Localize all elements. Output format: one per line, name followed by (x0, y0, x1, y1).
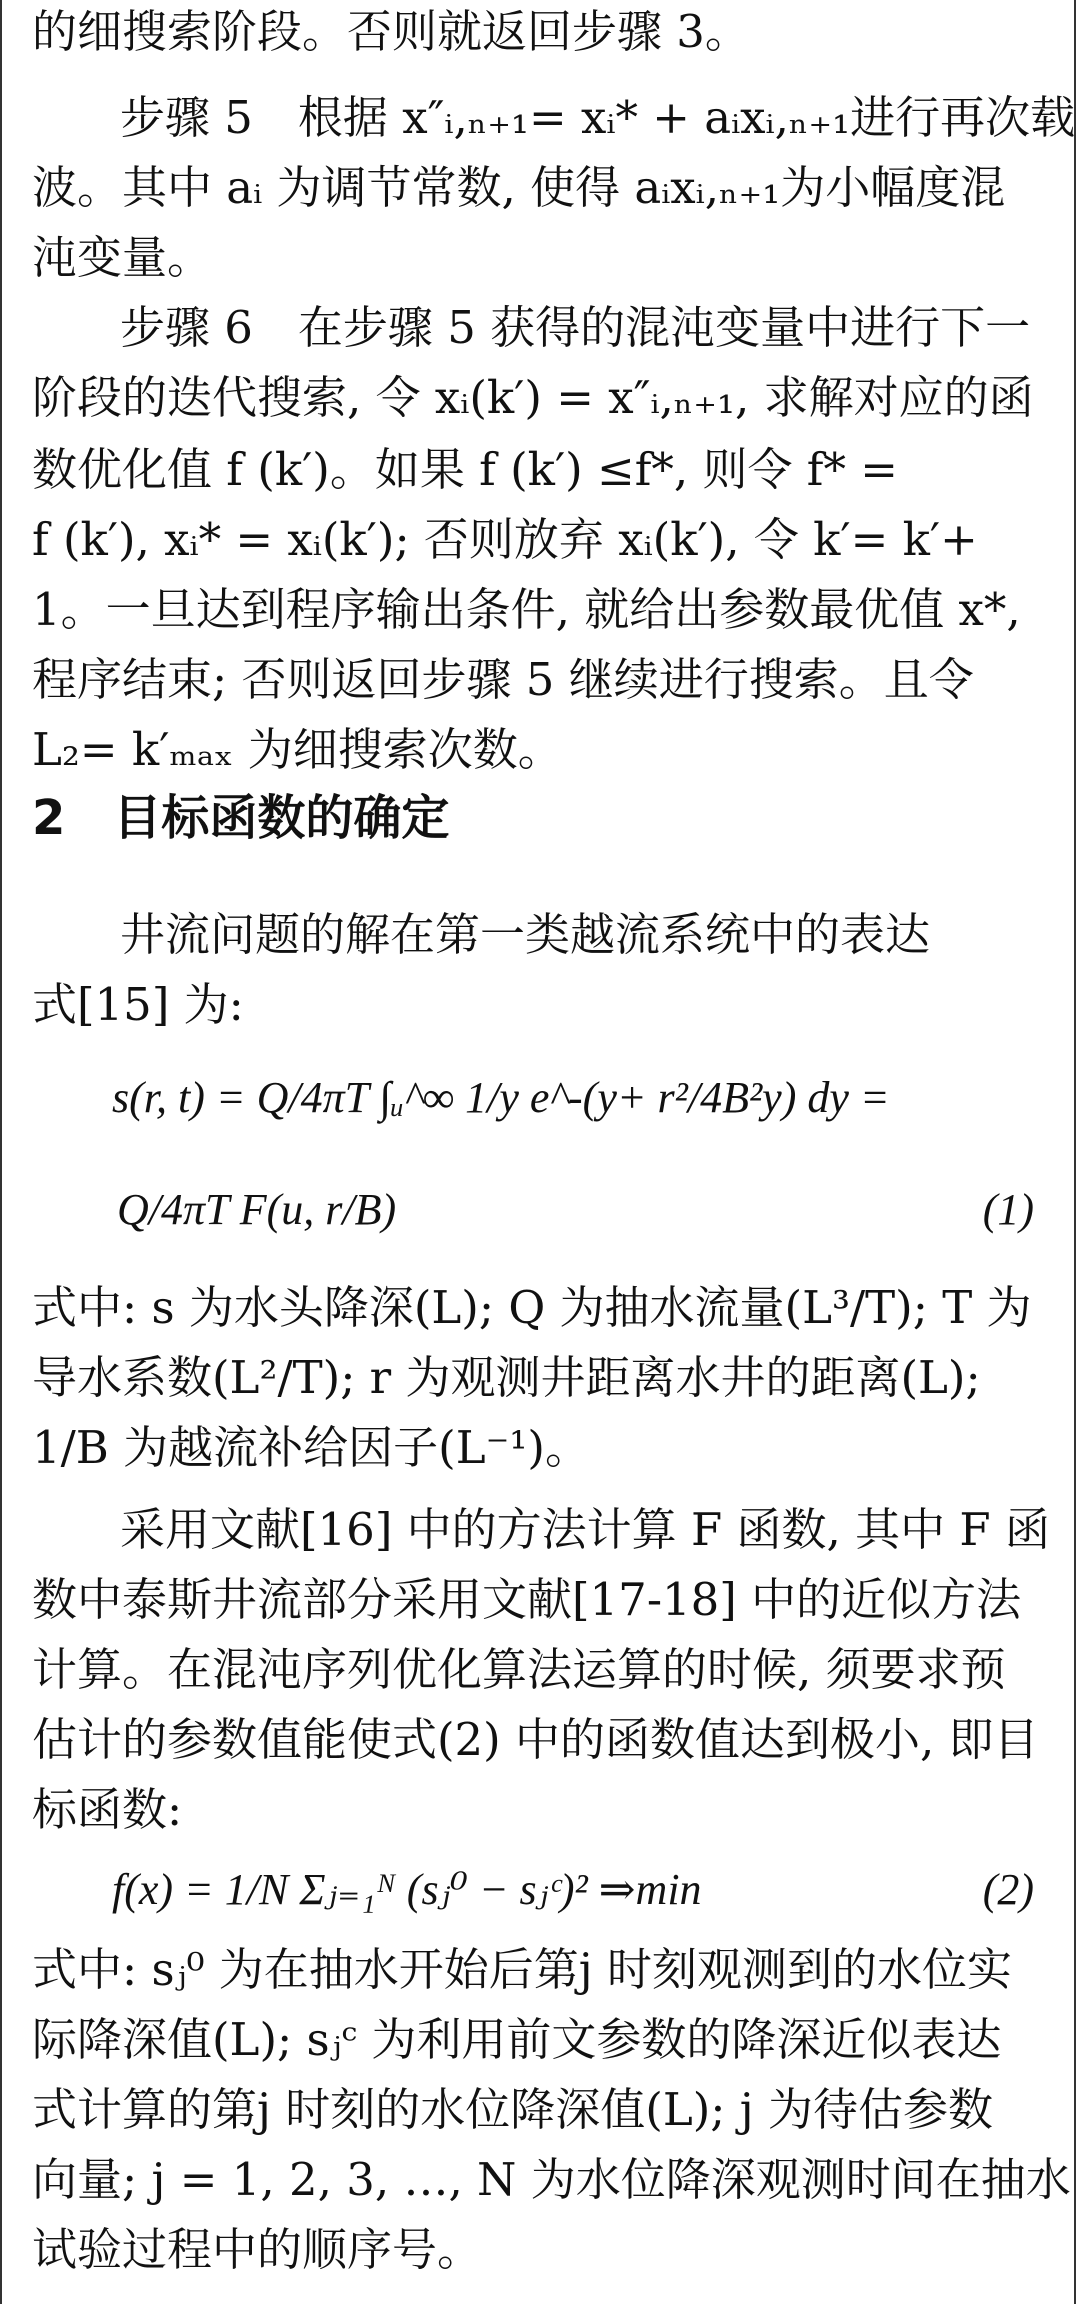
text-line-15: 导水系数(L²/T); r 为观测井距离水井的距离(L); (32, 1351, 981, 1404)
text-line-20: 估计的参数值能使式(2) 中的函数值达到极小, 即目 (32, 1713, 1039, 1766)
text-line-11: L₂= k′ₘₐₓ 为细搜索次数。 (32, 723, 563, 776)
equation-1-line-b: Q/4πT F(u, r/B) (117, 1185, 397, 1234)
text-line-4: 沌变量。 (32, 231, 213, 284)
text-line-14: 式中: s 为水头降深(L); Q 为抽水流量(L³/T); T 为 (32, 1281, 1032, 1334)
text-line-10: 程序结束; 否则返回步骤 5 继续进行搜索。且令 (32, 653, 974, 706)
text-line-23: 际降深值(L); sⱼᶜ 为利用前文参数的降深近似表达 (32, 2013, 1002, 2066)
text-line-17: 采用文献[16] 中的方法计算 F 函数, 其中 F 函 (120, 1503, 1050, 1556)
equation-1-number: (1) (982, 1185, 1034, 1234)
text-line-13: 式[15] 为: (32, 978, 244, 1031)
text-line-7: 数优化值 f (k′)。如果 f (k′) ≤f*, 则令 f* = (32, 443, 898, 496)
equation-1-line-a: s(r, t) = Q/4πT ∫ᵤ^∞ 1/y e^-(y+ r²/4B²y) dy = (112, 1073, 890, 1122)
equation-2-number: (2) (982, 1865, 1034, 1914)
text-line-3: 波。其中 aᵢ 为调节常数, 使得 aᵢxᵢ,ₙ₊₁为小幅度混 (32, 161, 1006, 214)
text-line-2: 步骤 5 根据 x″ᵢ,ₙ₊₁= xᵢ* + aᵢxᵢ,ₙ₊₁进行再次载 (120, 91, 1076, 144)
text-line-8: f (k′), xᵢ* = xᵢ(k′); 否则放弃 xᵢ(k′), 令 k′= k′+ (32, 513, 978, 566)
equation-2: f(x) = 1/N Σⱼ₌₁ᴺ (sⱼ⁰ − sⱼᶜ)² ⇒min (112, 1865, 702, 1914)
text-line-21: 标函数: (32, 1783, 183, 1836)
text-line-5: 步骤 6 在步骤 5 获得的混沌变量中进行下一 (120, 301, 1031, 354)
text-line-12: 井流问题的解在第一类越流系统中的表达 (120, 908, 931, 961)
text-line-16: 1/B 为越流补给因子(L⁻¹)。 (32, 1421, 590, 1474)
section-heading: 2 目标函数的确定 (32, 790, 450, 846)
text-line-18: 数中泰斯井流部分采用文献[17-18] 中的近似方法 (32, 1573, 1022, 1626)
text-line-1: 的细搜索阶段。否则就返回步骤 3。 (32, 5, 750, 58)
text-line-26: 试验过程中的顺序号。 (32, 2223, 483, 2276)
text-line-19: 计算。在混沌序列优化算法运算的时候, 须要求预 (32, 1643, 1006, 1696)
text-line-22: 式中: sⱼ⁰ 为在抽水开始后第j 时刻观测到的水位实 (32, 1943, 1013, 1996)
text-line-24: 式计算的第j 时刻的水位降深值(L); j 为待估参数 (32, 2083, 993, 2136)
text-line-9: 1。一旦达到程序输出条件, 就给出参数最优值 x*, (32, 583, 1021, 636)
text-line-25: 向量; j = 1, 2, 3, …, N 为水位降深观测时间在抽水 (32, 2153, 1071, 2206)
text-line-6: 阶段的迭代搜索, 令 xᵢ(k′) = x″ᵢ,ₙ₊₁, 求解对应的函 (32, 371, 1034, 424)
